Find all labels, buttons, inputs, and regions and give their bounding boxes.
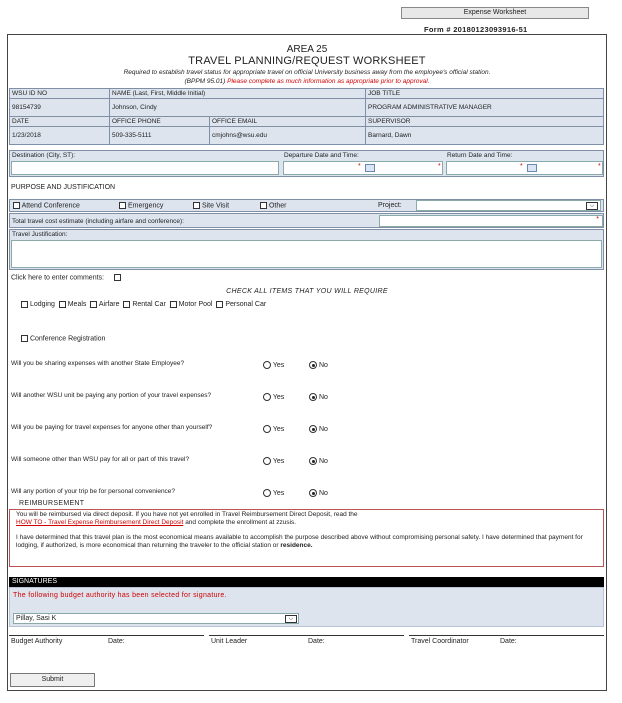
checkbox[interactable] (260, 202, 267, 209)
comments-checkbox[interactable] (114, 274, 121, 281)
yes-label: Yes (272, 361, 285, 369)
date-label: Date: (500, 638, 517, 645)
no-option[interactable] (309, 425, 328, 433)
purpose-heading: PURPOSE AND JUSTIFICATION (11, 184, 116, 191)
checkbox[interactable] (13, 202, 20, 209)
yes-option[interactable] (263, 425, 284, 433)
project-select[interactable] (416, 200, 601, 211)
item-lodging[interactable] (21, 301, 55, 308)
total-cost-input[interactable] (379, 215, 603, 227)
reimbursement-line2: and complete the enrollment at zzusis. (185, 519, 297, 526)
supervisor-value: Barnard, Dawn (366, 127, 604, 145)
option-label: Rental Car (132, 301, 166, 309)
no-option[interactable] (309, 457, 328, 465)
item-conference-registration[interactable] (21, 335, 105, 342)
name-value: Johnson, Cindy (110, 99, 366, 117)
option-label: Emergency (127, 202, 164, 210)
page-title: TRAVEL PLANNING/REQUEST WORKSHEET (188, 55, 426, 67)
yes-label: Yes (272, 457, 285, 465)
required-asterisk: * (520, 163, 523, 170)
total-cost-label: Total travel cost estimate (including airfare and conference): (12, 218, 184, 225)
required-asterisk: * (438, 163, 441, 170)
option-label: Attend Conference (21, 202, 80, 210)
travel-dates-row (9, 150, 604, 177)
radio-no[interactable] (309, 361, 317, 369)
date-label: Date: (108, 638, 125, 645)
wsu-id-value: 98154739 (10, 99, 110, 117)
purpose-options-row (9, 199, 604, 212)
justification-row (9, 229, 604, 270)
reimbursement-link-line (16, 519, 597, 527)
checkbox[interactable] (119, 202, 126, 209)
chevron-down-icon[interactable]: ⌵ (586, 202, 598, 210)
budget-authority-label: Budget Authority (11, 638, 63, 645)
yes-option[interactable] (263, 393, 284, 401)
question-paying-for-others: Will you be paying for travel expenses for anyone other than yourself? (11, 424, 213, 431)
no-option[interactable] (309, 361, 328, 369)
option-label: Site Visit (201, 202, 230, 210)
comments-row (11, 274, 121, 281)
option-label: Airfare (98, 301, 120, 309)
item-meals[interactable] (59, 301, 87, 308)
destination-label: Destination (City, ST): (12, 152, 76, 159)
supervisor-label: SUPERVISOR (366, 117, 604, 127)
economic-statement (16, 534, 597, 550)
purpose-option-site-visit[interactable] (193, 202, 229, 209)
no-option[interactable] (309, 393, 328, 401)
departure-label: Departure Date and Time: (284, 152, 359, 159)
calendar-icon[interactable] (365, 164, 375, 172)
radio-no[interactable] (309, 425, 317, 433)
office-phone-label: OFFICE PHONE (110, 117, 210, 127)
question-personal-convenience: Will any portion of your trip be for personal convenience? (11, 488, 176, 495)
reimbursement-heading: REIMBURSEMENT (19, 500, 85, 507)
wsu-id-label: WSU ID NO (10, 89, 110, 99)
yes-label: Yes (272, 393, 285, 401)
question-non-wsu-payer: Will someone other than WSU pay for all or part of this travel? (11, 456, 190, 463)
checkbox[interactable] (216, 301, 223, 308)
item-rental-car[interactable] (123, 301, 165, 308)
return-input[interactable] (446, 161, 603, 175)
option-label: Conference Registration (29, 335, 106, 343)
selected-authority: Pillay, Sasi K (16, 615, 57, 622)
area-heading: AREA 25 (286, 44, 328, 55)
signatures-heading: SIGNATURES (9, 577, 604, 587)
no-option[interactable] (309, 489, 328, 497)
date-value: 1/23/2018 (10, 127, 110, 145)
radio-yes[interactable] (263, 457, 271, 465)
yes-label: Yes (272, 425, 285, 433)
signature-line (9, 635, 204, 636)
items-heading: CHECK ALL ITEMS THAT YOU WILL REQUIRE (226, 288, 388, 295)
budget-authority-select[interactable] (13, 613, 299, 624)
office-email-label: OFFICE EMAIL (210, 117, 366, 127)
travel-coordinator-label: Travel Coordinator (411, 638, 469, 645)
reimbursement-line: You will be reimbursed via direct deposit. If you have not yet enrolled in Travel Reimbursement Direct Deposit, read the (16, 511, 358, 518)
checkbox[interactable] (21, 335, 28, 342)
question-other-unit-paying: Will another WSU unit be paying any portion of your travel expenses? (11, 392, 212, 399)
unit-leader-label: Unit Leader (211, 638, 248, 645)
option-label: Meals (67, 301, 87, 309)
option-label: Personal Car (225, 301, 267, 309)
employee-info-table (9, 88, 604, 145)
total-cost-row (9, 213, 604, 228)
direct-deposit-link[interactable]: HOW TO - Travel Expense Reimbursement Direct Deposit (16, 519, 184, 526)
option-label: Motor Pool (178, 301, 213, 309)
calendar-icon[interactable] (527, 164, 537, 172)
item-airfare[interactable] (90, 301, 119, 308)
destination-input[interactable] (11, 161, 279, 175)
items-options (21, 301, 266, 308)
checkbox[interactable] (59, 301, 66, 308)
radio-yes[interactable] (263, 425, 271, 433)
yes-option[interactable] (263, 361, 284, 369)
signature-line (409, 635, 604, 636)
purpose-option-other[interactable] (260, 202, 286, 209)
office-email-value: cmjohns@wsu.edu (210, 127, 366, 145)
radio-no[interactable] (309, 457, 317, 465)
yes-label: Yes (272, 489, 285, 497)
no-label: No (318, 425, 328, 433)
purpose-option-conference[interactable] (13, 202, 80, 209)
item-motor-pool[interactable] (170, 301, 213, 308)
required-asterisk: * (598, 163, 601, 170)
chevron-down-icon[interactable]: ⌵ (285, 615, 297, 623)
budget-authority-note: The following budget authority has been selected for signature. (13, 592, 227, 599)
radio-no[interactable] (309, 393, 317, 401)
checkbox[interactable] (193, 202, 200, 209)
yes-option[interactable] (263, 489, 284, 497)
date-label: DATE (10, 117, 110, 127)
date-label: Date: (308, 638, 325, 645)
required-asterisk: * (358, 163, 361, 170)
no-label: No (318, 393, 328, 401)
no-label: No (318, 361, 328, 369)
item-personal-car[interactable] (216, 301, 266, 308)
policy-line (7, 78, 607, 85)
option-label: Lodging (29, 301, 55, 309)
form-number: Form # 20180123093916-51 (424, 25, 528, 34)
submit-button[interactable]: Submit (10, 673, 95, 687)
checkbox[interactable] (90, 301, 97, 308)
justification-label: Travel Justification: (12, 231, 68, 238)
purpose-option-emergency[interactable] (119, 202, 163, 209)
question-sharing-expenses: Will you be sharing expenses with another State Employee? (11, 360, 185, 367)
subtitle: Required to establish travel status for appropriate travel on official University business away from the employee's official station. (123, 69, 491, 76)
radio-yes[interactable] (263, 489, 271, 497)
job-title-label: JOB TITLE (366, 89, 604, 99)
project-label: Project: (378, 202, 402, 209)
reimbursement-box (9, 509, 604, 567)
economic-text: I have determined that this travel plan is the most economical means available to accomplish the purpose described above without compromising personal safety. I have determined that payment for lodging, if authorized, is more economical than returning the traveler to the official station or (16, 534, 583, 549)
checkbox[interactable] (21, 301, 28, 308)
checkbox[interactable] (170, 301, 177, 308)
departure-input[interactable] (283, 161, 443, 175)
justification-textarea[interactable] (11, 240, 602, 268)
radio-yes[interactable] (263, 361, 271, 369)
return-label: Return Date and Time: (447, 152, 513, 159)
radio-no[interactable] (309, 489, 317, 497)
name-label: NAME (Last, First, Middle Initial) (110, 89, 366, 99)
required-asterisk: * (596, 216, 599, 223)
signature-line (209, 635, 404, 636)
policy-note: Please complete as much information as appropriate prior to approval. (227, 78, 430, 85)
option-label: Other (268, 202, 287, 210)
office-phone-value: 509-335-5111 (110, 127, 210, 145)
yes-option[interactable] (263, 457, 284, 465)
expense-worksheet-button[interactable]: Expense Worksheet (401, 7, 589, 19)
radio-yes[interactable] (263, 393, 271, 401)
no-label: No (318, 489, 328, 497)
job-title-value: PROGRAM ADMINISTRATIVE MANAGER (366, 99, 604, 117)
no-label: No (318, 457, 328, 465)
checkbox[interactable] (123, 301, 130, 308)
signature-panel (9, 587, 604, 627)
residence-text: residence. (280, 542, 313, 549)
comments-label: Click here to enter comments: (11, 274, 104, 282)
policy-ref: (BPPM 95.01) (184, 78, 226, 85)
